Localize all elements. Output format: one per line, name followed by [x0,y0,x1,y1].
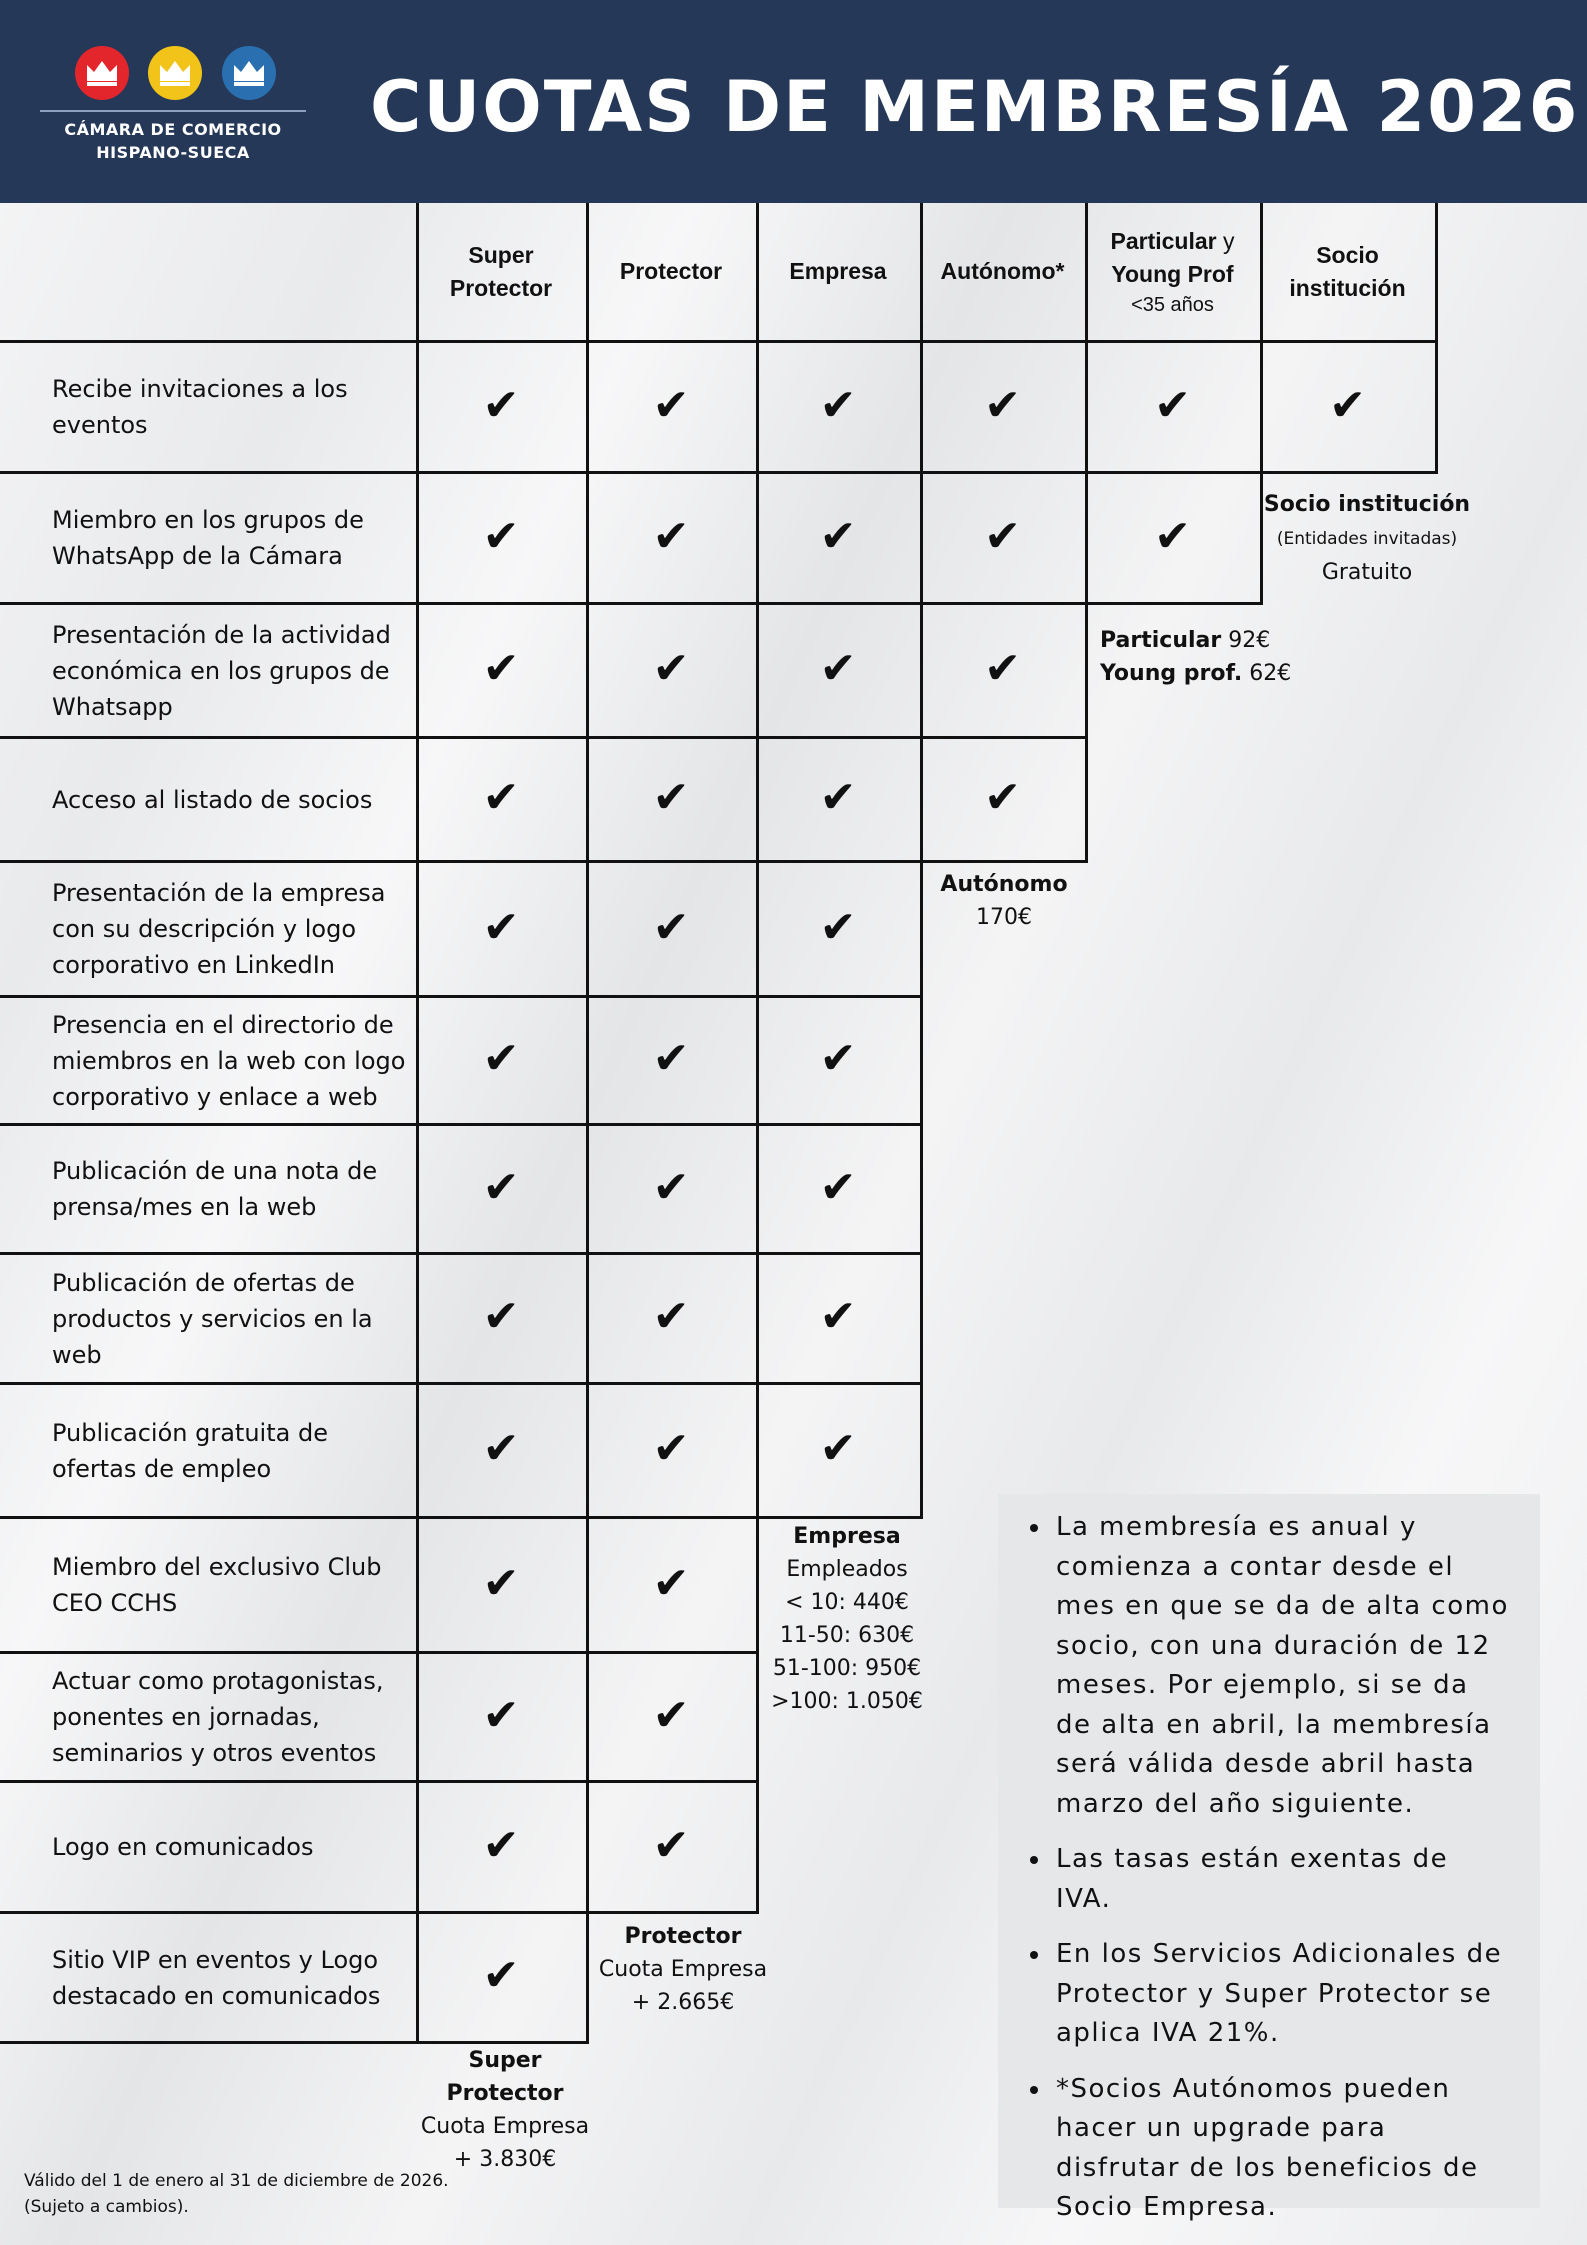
table-rule [1085,340,1088,471]
table-rule [1260,203,1263,340]
note-item: En los Servicios Adicionales de Protector y Super Protector se aplica IVA 21%. [1056,1935,1510,2054]
table-rule [416,736,419,860]
check-icon: ✔ [652,772,690,823]
check-icon: ✔ [652,1423,690,1474]
check-icon: ✔ [482,1033,520,1084]
table-rule [756,1252,759,1382]
column-header [920,255,1085,288]
check-icon: ✔ [652,379,690,431]
price-autonomo-name: Autónomo [940,872,1068,897]
feature-text: Acceso al listado de socios [52,785,373,814]
check-icon: ✔ [652,1033,690,1084]
column-header-line1: Autónomo* [940,258,1065,284]
check-icon: ✔ [819,1291,857,1342]
table-rule [756,1780,759,1911]
price-socio-note: (Entidades invitadas) [1276,529,1458,549]
column-header [1085,225,1260,319]
price-young-value: 62€ [1242,661,1292,686]
table-rule [756,1382,759,1516]
feature-label [52,1255,412,1382]
feature-text: Presentación de la actividad económica en los grupos de Whatsapp [52,620,391,721]
check-icon: ✔ [984,772,1021,823]
feature-label [52,998,412,1123]
table-rule [920,203,923,340]
feature-text: Sitio VIP en eventos y Logo destacado en comunicados [52,1945,381,2010]
column-header-line2: institución [1289,274,1406,301]
table-rule [920,1123,923,1252]
price-socio-name: Socio institución [1263,492,1471,517]
check-icon: ✔ [652,901,690,953]
feature-label [52,1914,412,2041]
price-protector [588,1920,778,2019]
check-icon: ✔ [482,1291,520,1342]
check-icon: ✔ [819,1161,857,1213]
price-super-line2: + 3.830€ [453,2147,557,2172]
table-rule [586,1516,589,1651]
page-title: CUOTAS DE MEMBRESÍA 2026 [370,66,1580,148]
table-rule [1260,340,1263,471]
check-icon: ✔ [482,1819,520,1871]
price-empresa-name: Empresa [793,1524,901,1549]
table-rule [586,1382,589,1516]
table-rule [920,860,923,995]
check-icon: ✔ [1329,379,1366,431]
price-protector-line2: + 2.665€ [631,1990,735,2015]
notes-box [998,1494,1540,2222]
table-rule [416,1252,419,1382]
feature-text: Publicación gratuita de ofertas de empleo [52,1418,328,1483]
price-empresa-tier: >100: 1.050€ [771,1689,923,1714]
price-young-name: Young prof. [1100,661,1243,686]
table-rule [756,340,759,471]
table-rule [756,1123,759,1252]
table-rule [586,1651,589,1780]
table-rule [416,340,419,471]
table-rule [416,860,419,995]
price-autonomo-value: 170€ [976,905,1032,930]
table-rule [416,1911,419,2041]
column-header-line1: Super [468,241,534,268]
check-icon: ✔ [482,510,520,562]
table-rule [1085,471,1088,602]
price-particular-value: 92€ [1221,628,1271,653]
price-super-line1: Cuota Empresa [420,2114,590,2139]
column-header-suffix: y [1216,227,1235,254]
check-icon: ✔ [652,1291,690,1342]
table-rule [920,340,923,471]
check-icon: ✔ [984,510,1021,562]
table-rule [586,860,589,995]
feature-text: Recibe invitaciones a los eventos [52,375,348,439]
table-rule [756,471,759,602]
price-autonomo [924,868,1084,934]
table-rule [756,860,759,995]
logo-text-line2: HISPANO-SUECA [96,143,250,162]
table-rule [586,995,589,1123]
column-header-line1: Particular [1110,227,1217,254]
note-item: La membresía es anual y comienza a contar desde el mes en que se da de alta como socio, con una duración de 12 meses. Por ejemplo, si se da de alta en abril, la membresía será válida desde abril hasta marzo del año siguiente. [1056,1508,1510,1824]
check-icon: ✔ [482,643,520,694]
column-header-line2: Protector [449,274,553,301]
table-rule [416,1516,419,1651]
table-rule [756,203,759,340]
column-header-line1: Empresa [789,258,887,284]
price-socio [1262,488,1472,589]
check-icon: ✔ [482,1950,520,2001]
column-header-line1: Protector [619,258,723,284]
price-socio-value: Gratuito [1321,560,1413,585]
table-rule [1085,602,1088,736]
table-rule [416,602,419,736]
table-rule [586,471,589,602]
table-rule [920,471,923,602]
check-icon: ✔ [652,1557,690,1609]
validity-line2: (Sujeto a cambios). [24,2197,189,2217]
feature-label [52,1783,412,1911]
feature-label [52,1126,412,1252]
price-empresa-label: Empleados [786,1557,908,1582]
feature-label [52,474,412,602]
price-super-name1: Super [468,2048,542,2073]
price-empresa [752,1520,942,1718]
table-rule [1085,736,1088,860]
table-rule [756,736,759,860]
table-rule [416,1123,419,1252]
table-rule [586,340,589,471]
table-rule [756,602,759,736]
column-header-sub: <35 años [1131,293,1214,316]
notes-list [1056,1508,1510,2228]
validity-line1: Válido del 1 de enero al 31 de diciembre de 2026. [24,2171,449,2191]
column-header-line2: Young Prof [1111,260,1234,287]
column-header [416,239,586,305]
feature-text: Publicación de una nota de prensa/mes en la web [52,1157,378,1221]
check-icon: ✔ [482,1161,520,1213]
check-icon: ✔ [482,1689,520,1741]
note-item: Las tasas están exentas de IVA. [1056,1840,1510,1919]
price-super-protector [410,2044,600,2176]
feature-label [52,1385,412,1516]
column-header [756,255,920,288]
price-empresa-tier: 11-50: 630€ [779,1623,915,1648]
check-icon: ✔ [984,643,1021,694]
check-icon: ✔ [652,1161,690,1213]
table-rule [920,1382,923,1516]
column-header [1260,239,1435,305]
feature-text: Miembro en los grupos de WhatsApp de la Cámara [52,506,364,570]
check-icon: ✔ [652,1689,690,1741]
feature-text: Actuar como protagonistas, ponentes en jornadas, seminarios y otros eventos [52,1667,384,1767]
check-icon: ✔ [482,1557,520,1609]
check-icon: ✔ [819,643,857,694]
table-rule [920,995,923,1123]
table-rule [920,736,923,860]
check-icon: ✔ [482,772,520,823]
check-icon: ✔ [819,901,857,953]
feature-label [52,1519,412,1651]
check-icon: ✔ [652,643,690,694]
feature-label [52,863,412,995]
check-icon: ✔ [652,510,690,562]
check-icon: ✔ [819,1033,857,1084]
table-rule [416,1780,419,1911]
price-super-name2: Protector [446,2081,564,2106]
table-rule [586,203,589,340]
note-item: *Socios Autónomos pueden hacer un upgrade para disfrutar de los beneficios de Socio Empresa. [1056,2070,1510,2228]
table-rule [416,1651,419,1780]
table-rule [756,995,759,1123]
check-icon: ✔ [482,1423,520,1474]
logo-text-line1: CÁMARA DE COMERCIO [64,120,282,139]
price-protector-name: Protector [624,1924,742,1949]
check-icon: ✔ [984,379,1021,431]
feature-text: Presencia en el directorio de miembros en la web con logo corporativo y enlace a web [52,1010,406,1111]
check-icon: ✔ [652,1819,690,1871]
table-rule [416,995,419,1123]
column-header [586,255,756,288]
feature-text: Publicación de ofertas de productos y servicios en la web [52,1268,373,1369]
feature-text: Presentación de la empresa con su descripción y logo corporativo en LinkedIn [52,879,386,979]
check-icon: ✔ [819,379,857,431]
feature-text: Miembro del exclusivo Club CEO CCHS [52,1553,382,1617]
price-empresa-tier: 51-100: 950€ [772,1656,922,1681]
feature-label [52,739,412,860]
check-icon: ✔ [819,1423,857,1474]
price-particular-name: Particular [1100,628,1222,653]
check-icon: ✔ [819,510,857,562]
feature-text: Logo en comunicados [52,1833,314,1861]
table-rule [586,1123,589,1252]
check-icon: ✔ [819,772,857,823]
price-empresa-tier: < 10: 440€ [785,1590,909,1615]
table-rule [920,602,923,736]
price-protector-line1: Cuota Empresa [598,1957,768,1982]
feature-label [52,605,412,736]
table-rule [1435,340,1438,471]
table-rule [586,602,589,736]
feature-label [52,1654,412,1780]
check-icon: ✔ [1154,510,1191,562]
check-icon: ✔ [482,901,520,953]
table-rule [1085,203,1088,340]
table-rule [586,1252,589,1382]
column-header-line1: Socio [1316,241,1379,268]
table-rule [416,1382,419,1516]
check-icon: ✔ [1154,379,1191,431]
table-rule [416,203,419,340]
table-rule [586,736,589,860]
table-rule [920,1252,923,1382]
table-rule [586,1780,589,1911]
table-rule [416,471,419,602]
table-rule [1435,203,1438,340]
check-icon: ✔ [482,379,520,431]
price-particular [1100,624,1320,690]
feature-label [52,343,412,471]
validity-note [24,2168,449,2220]
